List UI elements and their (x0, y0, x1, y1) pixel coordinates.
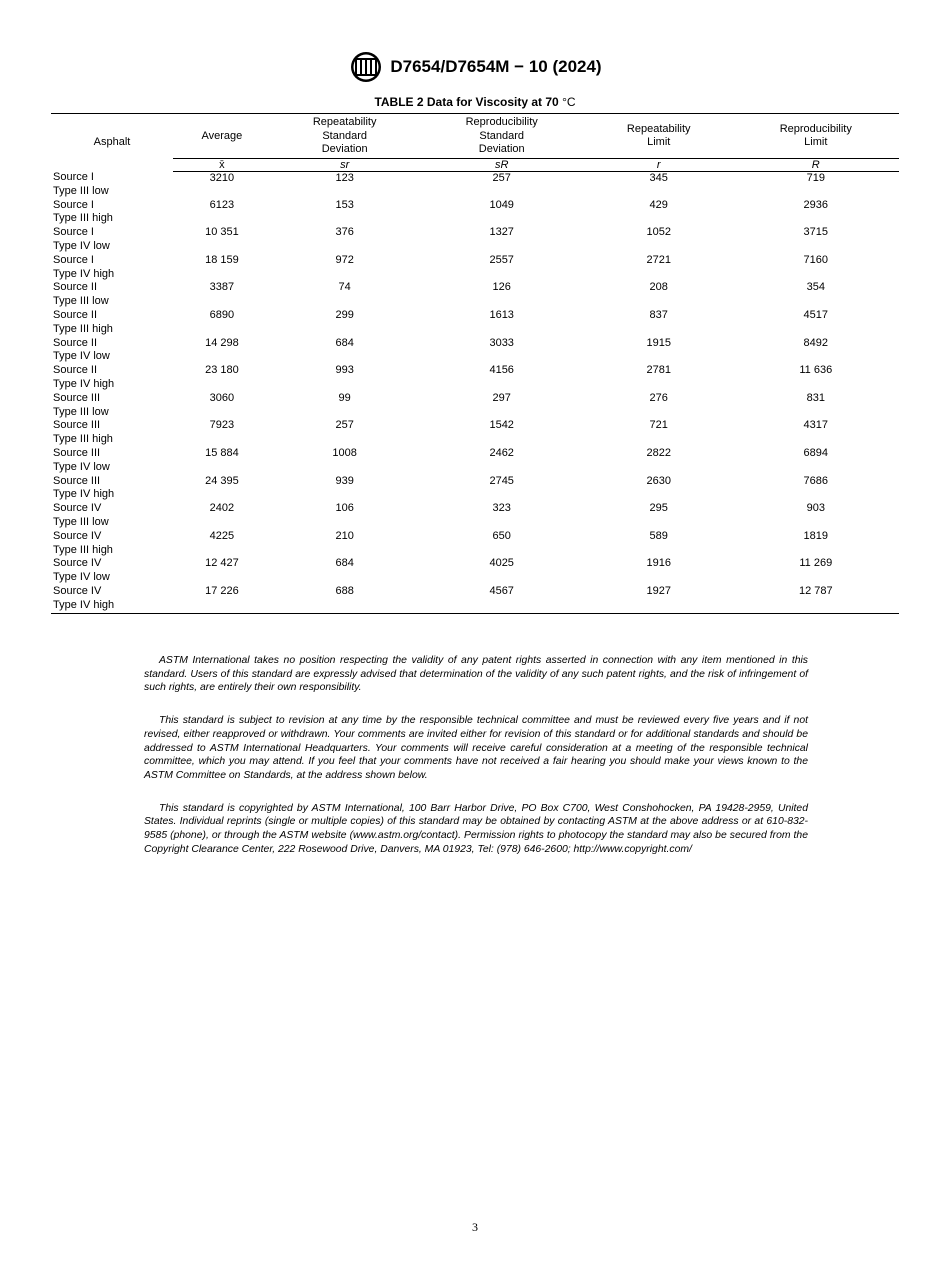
value-cell: 4517 (803, 308, 829, 321)
value-cell: 1927 (646, 584, 671, 597)
value-cell: 12 787 (798, 584, 833, 597)
value-cell: 208 (649, 281, 668, 294)
table-row (51, 171, 899, 199)
value-cell: 153 (335, 198, 354, 211)
value-cell: 719 (806, 171, 825, 184)
value-cell: 2630 (646, 474, 671, 487)
value-cell: 4225 (209, 529, 235, 542)
value-cell: 688 (335, 584, 354, 597)
asphalt-name-cell (51, 171, 173, 199)
table-title-unit: °C (562, 95, 576, 109)
column-header-line: Limit (804, 136, 828, 149)
value-cell: 2557 (489, 253, 514, 266)
asphalt-source: Source III (53, 419, 101, 432)
value-cell: 7160 (803, 253, 829, 266)
value-cell: 24 395 (205, 474, 239, 487)
value-cell: 2462 (489, 446, 514, 459)
document-designation: D7654/D7654M − 10 (2024) (390, 57, 602, 76)
astm-logo-icon (348, 50, 384, 84)
value-cell: 257 (335, 419, 354, 432)
value-cell: 99 (338, 391, 351, 404)
value-cell: 684 (335, 557, 354, 570)
asphalt-source: Source I (53, 198, 94, 211)
column-header-line: Average (201, 129, 243, 142)
table-symbol-row (51, 158, 899, 171)
asphalt-source: Source I (53, 253, 94, 266)
value-cell: 2402 (209, 502, 235, 515)
value-cell: 429 (649, 198, 668, 211)
notice-paragraph: This standard is subject to revision at any time by the responsible technical committee and must be reviewed every five years and if not revised, either reapproved or withdrawn. Your comments are invited either for revision of this standard or for additional standards and should be addressed to ASTM International Headquarters. Your comments will receive careful consideration at a meeting of the responsible technical committee, which you may attend. If you feel that your comments have not received a fair hearing you should make your views known to the ASTM Committee on Standards, at the address shown below. (144, 715, 808, 781)
value-cell: 106 (335, 502, 354, 515)
value-cell: 17 226 (205, 584, 239, 597)
column-header-line: Asphalt (93, 136, 131, 149)
value-cell: 297 (492, 391, 511, 404)
value-cell: 6894 (803, 446, 829, 459)
asphalt-source: Source II (53, 281, 98, 294)
column-symbol: R (733, 158, 899, 171)
value-cell: 14 298 (205, 336, 239, 349)
asphalt-type: Type IV low (53, 239, 110, 252)
column-symbol: x̄ (173, 158, 271, 171)
value-cell: 7923 (209, 419, 235, 432)
asphalt-name-cell (51, 502, 173, 530)
table-row (51, 309, 899, 337)
value-cell: 323 (492, 502, 511, 515)
value-cell: 8492 (803, 336, 829, 349)
table-row (51, 419, 899, 447)
value-cell: 972 (335, 253, 354, 266)
asphalt-source: Source III (53, 474, 101, 487)
asphalt-source: Source IV (53, 502, 102, 515)
asphalt-type: Type IV low (53, 350, 110, 363)
asphalt-type: Type IV low (53, 460, 110, 473)
value-cell: 2936 (803, 198, 829, 211)
table-header (51, 114, 899, 172)
asphalt-name-cell (51, 530, 173, 558)
table-row (51, 199, 899, 227)
asphalt-source: Source I (53, 171, 94, 183)
column-header-line: Repeatability (312, 116, 377, 128)
notice-paragraph: This standard is copyrighted by ASTM International, 100 Barr Harbor Drive, PO Box C700, West Conshohocken, PA 19428-2959, United States. Individual reprints (single or multiple copies) of this standard may be obtained by contacting ASTM at the above address or at 610-832-9585 (phone), or through the ASTM website (www.astm.org/contact). Permission rights to photocopy the standard may also be secured from the Copyright Clearance Center, 222 Rosewood Drive, Danvers, MA 01923, Tel: (978) 646-2600; http://www.copyright.com/ (144, 802, 808, 855)
value-cell: 11 269 (799, 557, 833, 570)
asphalt-type: Type IV high (53, 488, 115, 501)
asphalt-type: Type IV high (53, 267, 115, 280)
asphalt-name-cell (51, 585, 173, 613)
astm-notices (144, 654, 808, 875)
value-cell: 354 (806, 281, 825, 294)
column-header (585, 114, 733, 159)
asphalt-name-cell (51, 309, 173, 337)
asphalt-name-cell (51, 392, 173, 420)
value-cell: 257 (492, 171, 511, 184)
table-body (51, 171, 899, 613)
asphalt-name-cell (51, 281, 173, 309)
value-cell: 74 (338, 281, 351, 294)
value-cell: 3715 (803, 226, 829, 239)
asphalt-type: Type IV low (53, 571, 110, 584)
value-cell: 4567 (489, 584, 514, 597)
table-row (51, 502, 899, 530)
asphalt-source: Source III (53, 391, 101, 404)
value-cell: 650 (492, 529, 511, 542)
asphalt-name-cell (51, 419, 173, 447)
value-cell: 10 351 (205, 226, 239, 239)
table-row (51, 392, 899, 420)
column-symbol: sR (419, 158, 585, 171)
column-header (51, 114, 173, 172)
value-cell: 1613 (489, 308, 514, 321)
value-cell: 3210 (209, 171, 235, 184)
column-header-line: Reproducibility (465, 116, 538, 128)
column-symbol: sr (271, 158, 419, 171)
value-cell: 123 (335, 171, 354, 184)
table-row (51, 530, 899, 558)
asphalt-type: Type III low (53, 295, 109, 308)
value-cell: 1049 (489, 198, 514, 211)
asphalt-type: Type IV high (53, 377, 115, 390)
table-header-row (51, 114, 899, 159)
value-cell: 903 (806, 502, 825, 515)
value-cell: 345 (649, 171, 668, 184)
value-cell: 12 427 (205, 557, 239, 570)
value-cell: 939 (335, 474, 354, 487)
value-cell: 11 636 (799, 364, 833, 377)
value-cell: 2822 (646, 446, 671, 459)
value-cell: 684 (335, 336, 354, 349)
value-cell: 2781 (646, 364, 671, 377)
asphalt-type: Type III low (53, 184, 109, 197)
asphalt-name-cell (51, 447, 173, 475)
column-header-line: Repeatability (626, 122, 691, 135)
value-cell: 837 (649, 308, 668, 321)
asphalt-source: Source III (53, 446, 101, 459)
table-title (0, 95, 950, 109)
value-cell: 589 (649, 529, 668, 542)
column-header-line: Standard (479, 129, 525, 142)
value-cell: 6890 (209, 308, 235, 321)
asphalt-source: Source IV (53, 584, 102, 597)
value-cell: 721 (649, 419, 668, 432)
asphalt-name-cell (51, 226, 173, 254)
asphalt-source: Source IV (53, 529, 102, 542)
asphalt-source: Source II (53, 364, 98, 377)
value-cell: 2721 (646, 253, 671, 266)
asphalt-name-cell (51, 199, 173, 227)
asphalt-source: Source IV (53, 557, 102, 570)
value-cell: 4317 (803, 419, 829, 432)
asphalt-name-cell (51, 475, 173, 503)
value-cell: 1916 (646, 557, 671, 570)
page-number: 3 (472, 1220, 478, 1234)
asphalt-name-cell (51, 337, 173, 365)
asphalt-type: Type III high (53, 433, 113, 446)
value-cell: 276 (649, 391, 668, 404)
value-cell: 4025 (489, 557, 514, 570)
notice-paragraph: ASTM International takes no position respecting the validity of any patent rights asserted in connection with any item mentioned in this standard. Users of this standard are expressly advised that determination of the validity of any such patent rights, and the risk of infringement of such rights, are entirely their own responsibility. (144, 655, 808, 694)
table-row (51, 281, 899, 309)
column-header (173, 114, 271, 159)
value-cell: 1915 (646, 336, 671, 349)
table-row (51, 447, 899, 475)
value-cell: 210 (335, 529, 354, 542)
asphalt-type: Type III high (53, 322, 113, 335)
value-cell: 299 (335, 308, 354, 321)
column-header-line: Limit (647, 136, 671, 149)
asphalt-name-cell (51, 557, 173, 585)
asphalt-type: Type III low (53, 405, 109, 418)
value-cell: 1052 (646, 226, 671, 239)
table-row (51, 337, 899, 365)
value-cell: 3033 (489, 336, 514, 349)
asphalt-type: Type III high (53, 212, 113, 225)
value-cell: 6123 (209, 198, 235, 211)
asphalt-source: Source I (53, 226, 94, 239)
page-header (0, 50, 950, 84)
value-cell: 1819 (803, 529, 829, 542)
value-cell: 4156 (489, 364, 514, 377)
table-row (51, 254, 899, 282)
table-row (51, 226, 899, 254)
column-header (419, 114, 585, 159)
value-cell: 3387 (209, 281, 235, 294)
value-cell: 2745 (489, 474, 514, 487)
asphalt-source: Source II (53, 336, 98, 349)
table-row (51, 557, 899, 585)
asphalt-type: Type III low (53, 515, 109, 528)
asphalt-name-cell (51, 254, 173, 282)
value-cell: 3060 (209, 391, 235, 404)
table-row (51, 364, 899, 392)
value-cell: 7686 (803, 474, 829, 487)
asphalt-type: Type III high (53, 543, 113, 556)
asphalt-name-cell (51, 364, 173, 392)
value-cell: 1008 (332, 446, 357, 459)
value-cell: 376 (335, 226, 354, 239)
value-cell: 831 (806, 391, 825, 404)
value-cell: 15 884 (205, 446, 239, 459)
value-cell: 126 (492, 281, 511, 294)
column-header (733, 114, 899, 159)
asphalt-source: Source II (53, 308, 98, 321)
table-row (51, 475, 899, 503)
column-symbol: r (585, 158, 733, 171)
value-cell: 993 (335, 364, 354, 377)
value-cell: 23 180 (205, 364, 239, 377)
value-cell: 1542 (489, 419, 514, 432)
value-cell: 295 (649, 502, 668, 515)
column-header (271, 114, 419, 159)
table-row (51, 585, 899, 613)
asphalt-type: Type IV high (53, 598, 115, 611)
column-header-line: Reproducibility (779, 122, 852, 135)
column-header-line: Standard (322, 129, 367, 142)
table-title-text: TABLE 2 Data for Viscosity at 70 (374, 95, 559, 109)
column-header-line: Deviation (321, 143, 368, 155)
viscosity-data-table (51, 113, 899, 614)
column-header-line: Deviation (478, 143, 525, 155)
value-cell: 1327 (489, 226, 514, 239)
value-cell: 18 159 (205, 253, 239, 266)
